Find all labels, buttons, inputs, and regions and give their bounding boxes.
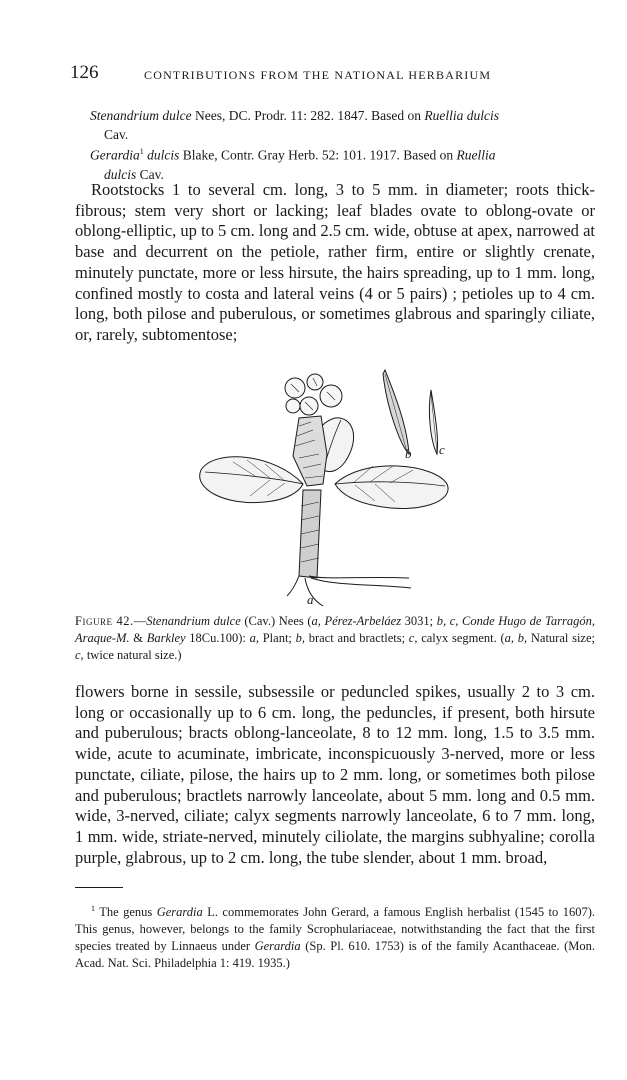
caption-text: 18Cu.100): [185, 631, 250, 645]
plant-illustration [195, 366, 465, 611]
right-leaf [335, 466, 448, 509]
running-title: CONTRIBUTIONS FROM THE NATIONAL HERBARIUM [144, 68, 492, 82]
synonym-author: Cav. [104, 127, 129, 142]
synonym-basionym: Ruellia [456, 147, 496, 163]
page-number: 126 [70, 62, 99, 83]
caption-text: & [129, 631, 147, 645]
footnote-marker: 1 [91, 904, 95, 913]
synonym-name: Gerardia [90, 147, 140, 163]
caption-collector-a: a, Pérez-Arbeláez [311, 614, 402, 628]
caption-text: twice natural size.) [83, 648, 182, 662]
synonym-basionym: Ruellia dulcis [424, 108, 499, 123]
footnote-text: (Sp. Pl. 610. 1753) is of the family Acanthaceae. (Mon. Acad. Nat. Sci. Philadelphia 1: 419. 1935.) [75, 939, 595, 971]
bract-b [383, 370, 409, 454]
footnote-text: L. commemorates John Gerard, a famous English herbalist (1545 to 1607). This genus, however, belongs to the family Scrophulariaceae, notwithstanding the fact that the first species treated by Linnaeus under [75, 905, 595, 954]
figure-caption [75, 613, 595, 664]
synonym-author: Cav. [136, 166, 164, 182]
footnote-genus: Gerardia [254, 939, 301, 954]
caption-key: a, [249, 631, 259, 645]
page-header [70, 62, 590, 88]
footnote-rule [75, 887, 123, 888]
caption-collector-barkley: Barkley [146, 631, 186, 645]
caption-key: c, [75, 648, 84, 662]
caption-key: c, [408, 631, 418, 645]
figure-number: Figure 42. [75, 614, 134, 628]
description-paragraph-1: Rootstocks 1 to several cm. long, 3 to 5 mm. in diameter; roots thick-fibrous; stem very short or lacking; leaf blades ovate to oblong-ovate or oblong-elliptic, up to 5 cm. long and 2.5 cm. wide, obtuse at apex, narrowed at base and decurrent on the petiole, rather firm, entire or slightly crenate, minutely punctate, more or less hirsute, the hairs spreading, up to 1 mm. long, confined mostly to costa and lateral veins (4 or 5 pairs) ; petioles up to 4 cm. long, both pilose and puberulous, or sometimes glabrous and sparingly ciliate, or, rarely, subtomentose; [75, 180, 595, 344]
caption-text: calyx segment. ( [417, 631, 505, 645]
synonym-gerardia [90, 142, 600, 184]
synonym-basionym-epithet: dulcis [104, 166, 137, 182]
bract-spike [293, 416, 327, 486]
footnote [75, 900, 595, 972]
caption-dash: — [133, 614, 147, 628]
figure-label-b: b [405, 446, 412, 461]
footnote-genus: Gerardia [156, 905, 203, 920]
description-paragraph-2: flowers borne in sessile, subsessile or peduncled spikes, usually 2 to 3 cm. long or occasionally up to 6 cm. long, the peduncles, if present, both hirsute and puberulous; bracts oblong-lanceolate, 8 to 12 mm. long, 1.5 to 3.5 mm. wide, acute to acuminate, imbricate, inconspicuously 3-nerved, more or less punctate, ciliate, pilose, the hairs up to 2 mm. long, or sometimes both pilose and puberulous; bractlets narrowly lanceolate, about 5 mm. long and 0.5 mm. wide, 3-nerved, ciliate; calyx segments narrowly lanceolate, 6 to 7 mm. long, 1 mm. wide, striate-nerved, minutely ciliolate, the margins subhyaline; corolla purple, glabrous, up to 2 cm. long, the tube slender, about 1 mm. broad, [75, 682, 595, 867]
synonym-name: Stenandrium dulce [90, 108, 192, 123]
synonym-citation: Blake, Contr. Gray Herb. 52: 101. 1917. Based on [179, 147, 457, 163]
caption-species: Stenandrium dulce [146, 614, 241, 628]
footnote-ref: 1 [139, 147, 144, 156]
caption-key: a, b, [504, 631, 528, 645]
flower [286, 399, 300, 413]
footnote-text: The genus [95, 905, 157, 920]
caption-text: (Cav.) Nees ( [240, 614, 312, 628]
synonym-stenandrium [90, 106, 600, 144]
synonym-epithet: dulcis [143, 147, 180, 163]
synonym-citation: Nees, DC. Prodr. 11: 282. 1847. Based on [191, 108, 425, 123]
caption-key: b, [295, 631, 306, 645]
caption-text: Natural size; [527, 631, 596, 645]
figure-label-a: a [307, 592, 314, 607]
figure-label-c: c [439, 442, 445, 457]
caption-text: Plant; [259, 631, 296, 645]
caption-text: bract and bractlets; [305, 631, 409, 645]
roots [287, 576, 411, 606]
caption-text: 3031; [401, 614, 437, 628]
caption-collector-bc: b, c, Conde Hugo de Tarragón, Araque-M. [75, 614, 595, 645]
